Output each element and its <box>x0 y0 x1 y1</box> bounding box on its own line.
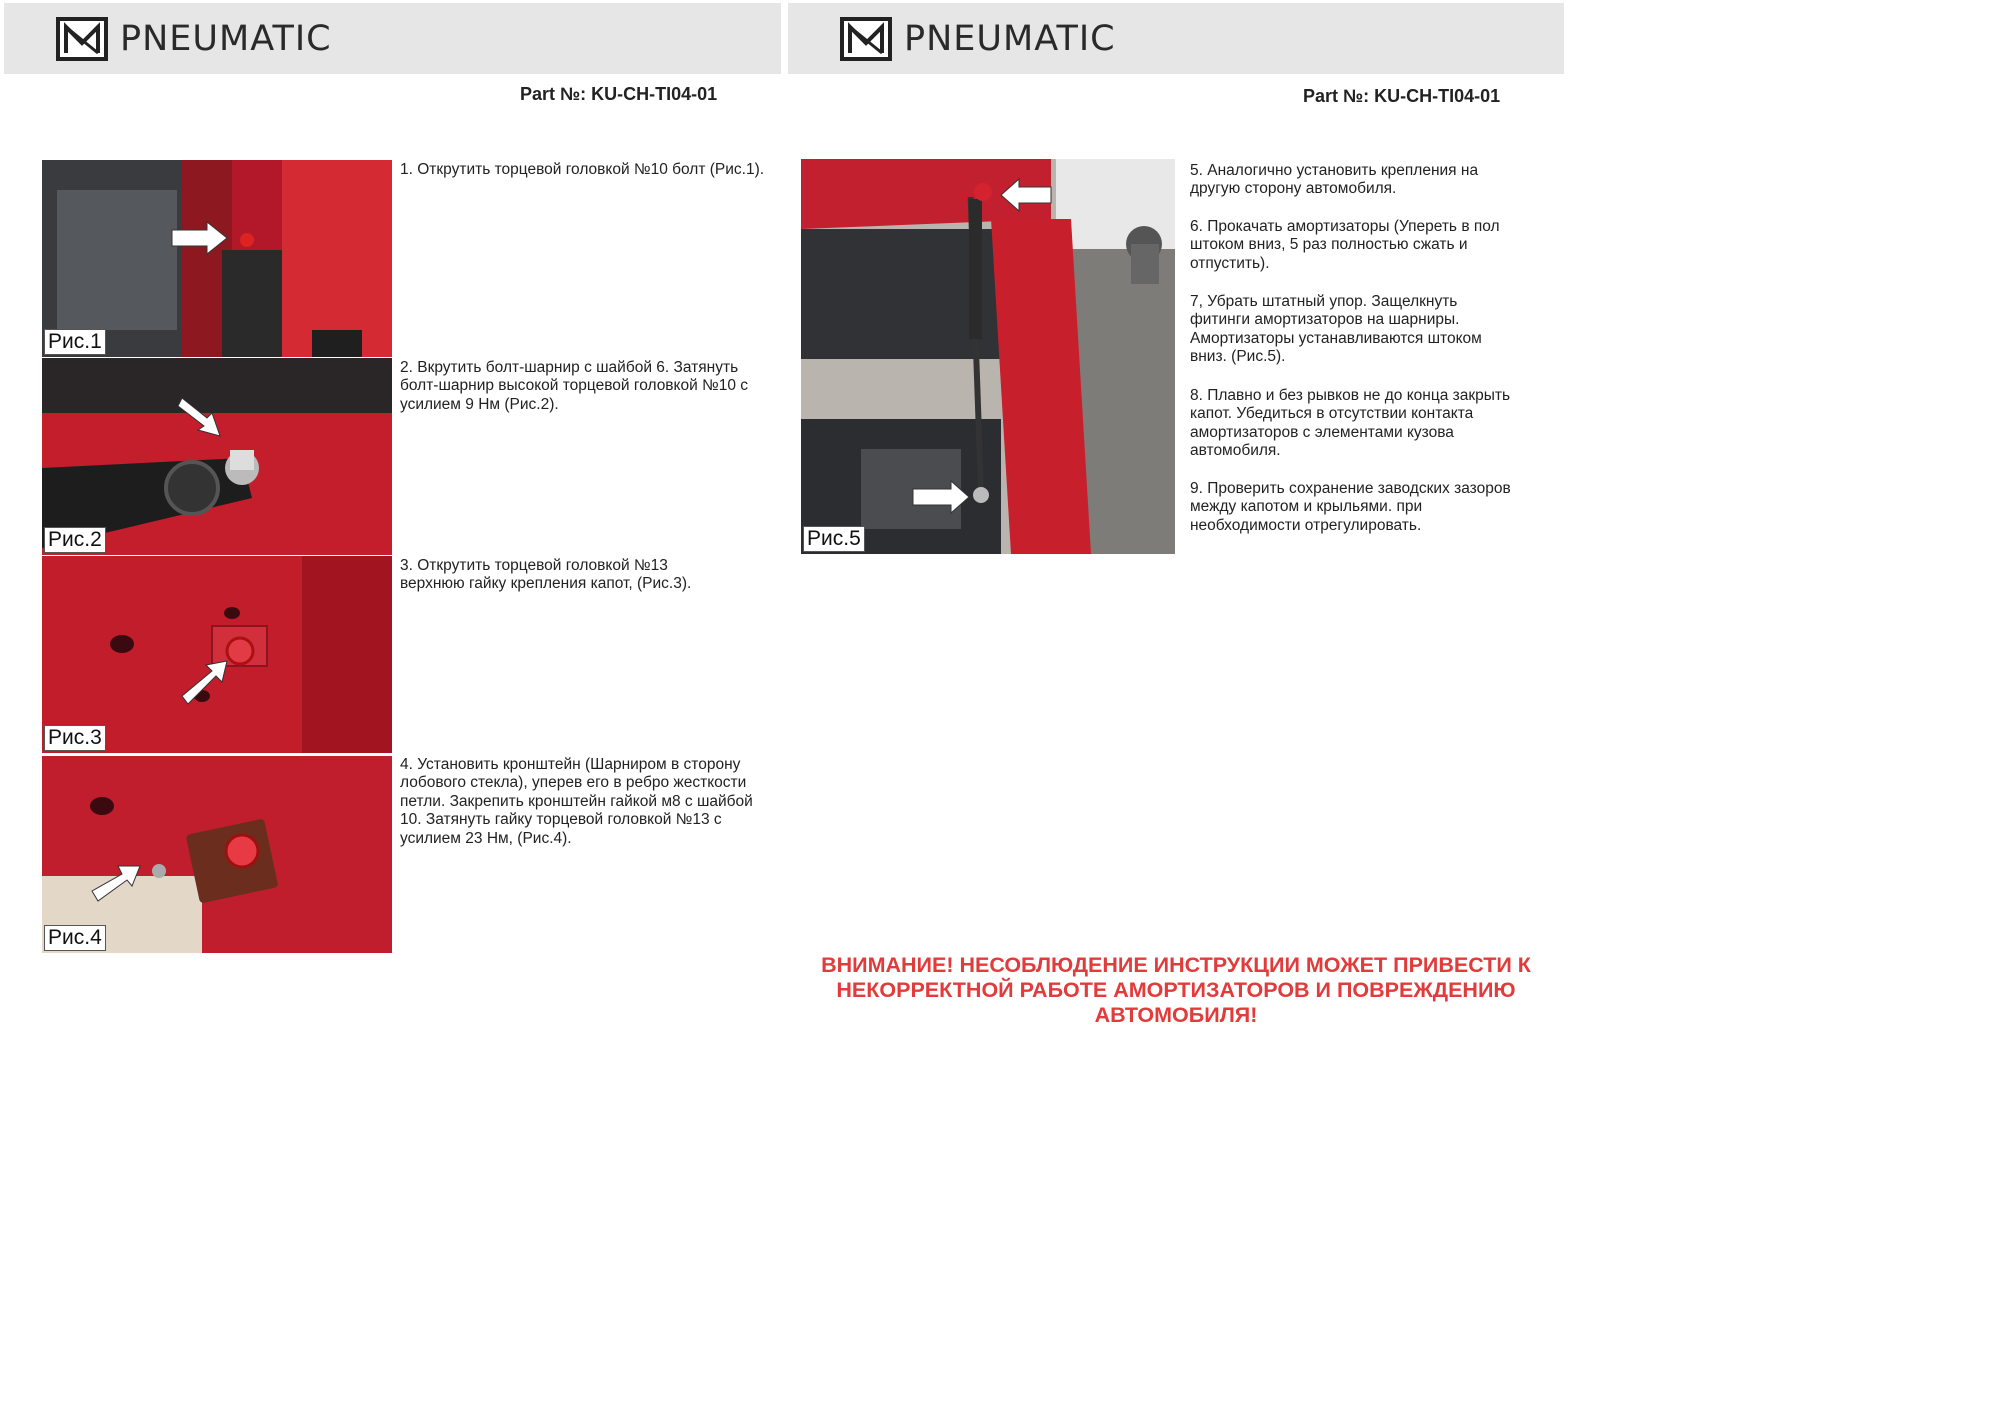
brand-name: PNEUMATIC <box>904 18 1116 59</box>
part-number-label: Part №: <box>520 84 587 104</box>
photo-fig3 <box>42 556 392 753</box>
figure-label: Рис.2 <box>44 527 106 553</box>
warning-text: ВНИМАНИЕ! НЕСОБЛЮДЕНИЕ ИНСТРУКЦИИ МОЖЕТ ПРИВЕСТИ К НЕКОРРЕКТНОЙ РАБОТЕ АМОРТИЗАТОРОВ И ПОВРЕЖДЕНИЮ АВТОМОБИЛЯ! <box>821 953 1531 1027</box>
step-2: 2. Вкрутить болт-шарнир с шайбой 6. Затянуть болт-шарнир высокой торцевой головкой №10 с усилием 9 Нм (Рис.2). <box>400 359 749 413</box>
figure-label: Рис.5 <box>803 526 865 552</box>
step-7: 7, Убрать штатный упор. Защелкнуть фитинги амортизаторов на шарниры. Амортизаторы устанавливаются штоком вниз. (Рис.5). <box>1190 293 1482 366</box>
step-5: 5. Аналогично установить крепления на другую сторону автомобиля. <box>1190 162 1479 198</box>
part-number-left <box>520 84 717 105</box>
step-9: 9. Проверить сохранение заводских зазоров между капотом и крыльями. при необходимости отрегулировать. <box>1190 480 1511 534</box>
photo-fig5 <box>801 159 1175 554</box>
photo-fig1 <box>42 160 392 357</box>
photo-fig4 <box>42 756 392 953</box>
step-3: 3. Открутить торцевой головкой №13 верхнюю гайку крепления капот, (Рис.3). <box>400 557 692 593</box>
header-right <box>788 3 1564 74</box>
brand-name: PNEUMATIC <box>120 18 332 59</box>
figure-label: Рис.1 <box>44 329 106 355</box>
part-number-value: KU-CH-TI04-01 <box>591 84 718 104</box>
header-left <box>4 3 781 74</box>
part-number-right <box>1303 86 1500 107</box>
step-8: 8. Плавно и без рывков не до конца закрыть капот. Убедиться в отсутствии контакта амортизаторов с элементами кузова автомобиля. <box>1190 387 1511 460</box>
part-number-label: Part №: <box>1303 86 1370 106</box>
part-number-value: KU-CH-TI04-01 <box>1374 86 1501 106</box>
pneumatic-logo-icon <box>56 17 108 61</box>
figure-label: Рис.4 <box>44 925 106 951</box>
step-1: 1. Открутить торцевой головкой №10 болт (Рис.1). <box>400 161 765 178</box>
figure-label: Рис.3 <box>44 725 106 751</box>
step-4: 4. Установить кронштейн (Шарниром в сторону лобового стекла), уперев его в ребро жесткости петли. Закрепить кронштейн гайкой м8 с шайбой 10. Затянуть гайку торцевой головкой №13 с усилием 23 Нм, (Рис.4). <box>400 756 753 847</box>
step-6: 6. Прокачать амортизаторы (Упереть в пол штоком вниз, 5 раз полностью сжать и отпустить). <box>1190 218 1500 272</box>
pneumatic-logo-icon <box>840 17 892 61</box>
photo-fig2 <box>42 358 392 555</box>
